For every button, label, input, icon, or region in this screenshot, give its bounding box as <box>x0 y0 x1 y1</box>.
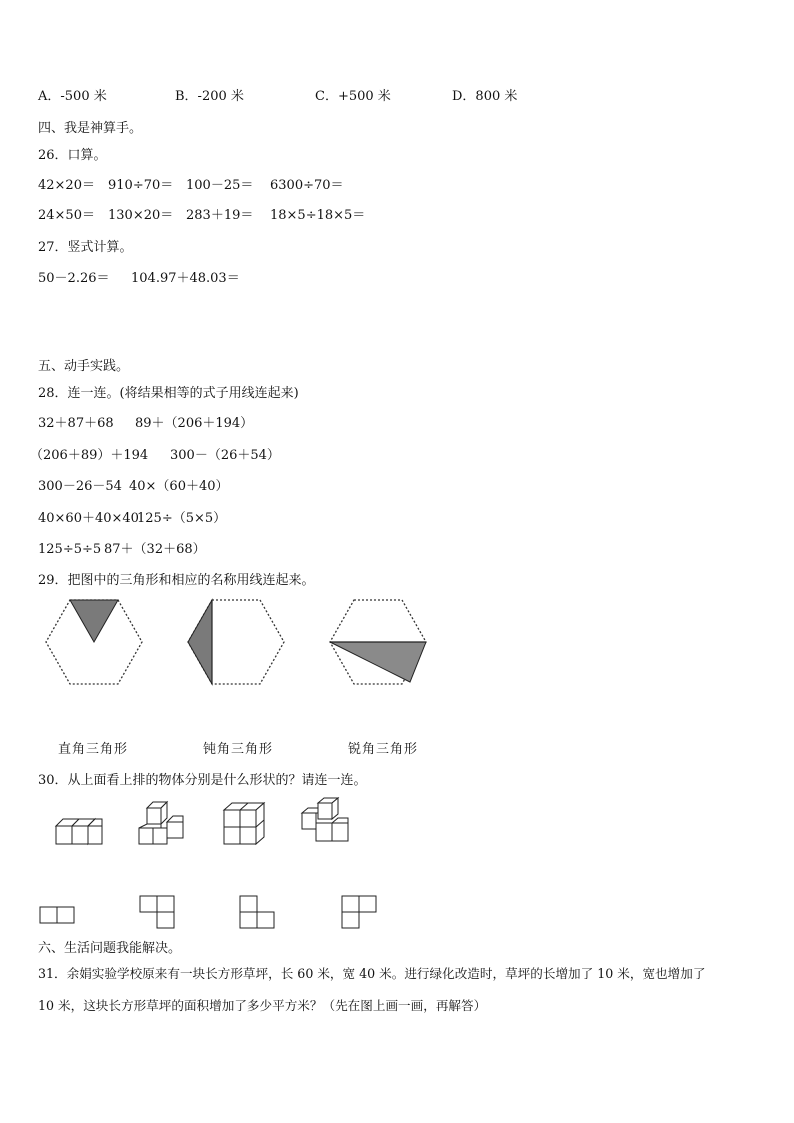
option-d: D．800 米 <box>452 89 518 104</box>
top-view-shape-1 <box>38 904 78 926</box>
option-b: B．-200 米 <box>175 89 244 104</box>
q28-left-expr: 40×60＋40×40 <box>38 511 139 526</box>
q28-left-expr: 300－26－54 <box>38 479 122 494</box>
q26-item: 283＋19＝ <box>186 208 254 223</box>
q27-item: 50－2.26＝ <box>38 271 110 286</box>
q31-line-2: 10 米，这块长方形草坪的面积增加了多少平方米？（先在图上画一画，再解答） <box>38 998 487 1013</box>
hexagon-figure-3 <box>322 596 434 690</box>
q26-title: 26．口算。 <box>38 148 107 163</box>
triangle-label-obtuse: 钝角三角形 <box>203 742 274 757</box>
triangle-label-right: 直角三角形 <box>58 742 129 757</box>
cube-object-4 <box>298 795 356 849</box>
q26-item: 6300÷70＝ <box>270 178 344 193</box>
section-6-heading: 六、生活问题我能解决。 <box>38 941 182 956</box>
q26-item: 100－25＝ <box>186 178 254 193</box>
q26-item: 130×20＝ <box>108 208 174 223</box>
q28-right-expr: 40×（60＋40） <box>129 479 229 494</box>
q28-right-expr: 125÷（5×5） <box>137 511 227 526</box>
q29-title: 29．把图中的三角形和相应的名称用线连起来。 <box>38 573 315 588</box>
q26-item: 18×5÷18×5＝ <box>270 208 366 223</box>
q28-left-expr: 32＋87＋68 <box>38 416 114 431</box>
option-c: C．+500 米 <box>315 89 391 104</box>
cube-object-3 <box>218 800 270 848</box>
cube-object-2 <box>133 798 189 850</box>
q28-right-expr: 89＋（206＋194） <box>135 416 254 431</box>
hexagon-figure-1 <box>38 596 150 690</box>
q31-line-1: 31．余娟实验学校原来有一块长方形草坪，长 60 米，宽 40 米。进行绿化改造时，草坪的长增加了 10 米，宽也增加了 <box>38 966 706 981</box>
q30-title: 30．从上面看上排的物体分别是什么形状的？请连一连。 <box>38 773 367 788</box>
section-5-heading: 五、动手实践。 <box>38 359 130 374</box>
option-a: A．-500 米 <box>38 89 107 104</box>
hexagon-figure-2 <box>180 596 292 690</box>
q28-left-expr: 125÷5÷5 <box>38 542 102 557</box>
q26-item: 42×20＝ <box>38 178 95 193</box>
q28-right-expr: 87＋（32＋68） <box>104 542 206 557</box>
q26-item: 910÷70＝ <box>108 178 174 193</box>
top-view-shape-4 <box>340 894 380 932</box>
q28-title: 28．连一连。(将结果相等的式子用线连起来) <box>38 386 299 401</box>
q27-item: 104.97＋48.03＝ <box>131 271 240 286</box>
triangle-label-acute: 锐角三角形 <box>348 742 419 757</box>
q28-left-expr: （206＋89）＋194 <box>30 448 149 463</box>
q26-item: 24×50＝ <box>38 208 95 223</box>
cube-object-1 <box>52 810 108 848</box>
q28-right-expr: 300－（26＋54） <box>170 448 280 463</box>
section-4-heading: 四、我是神算手。 <box>38 121 143 136</box>
top-view-shape-2 <box>138 894 178 932</box>
q27-title: 27．竖式计算。 <box>38 240 133 255</box>
top-view-shape-3 <box>238 894 278 932</box>
